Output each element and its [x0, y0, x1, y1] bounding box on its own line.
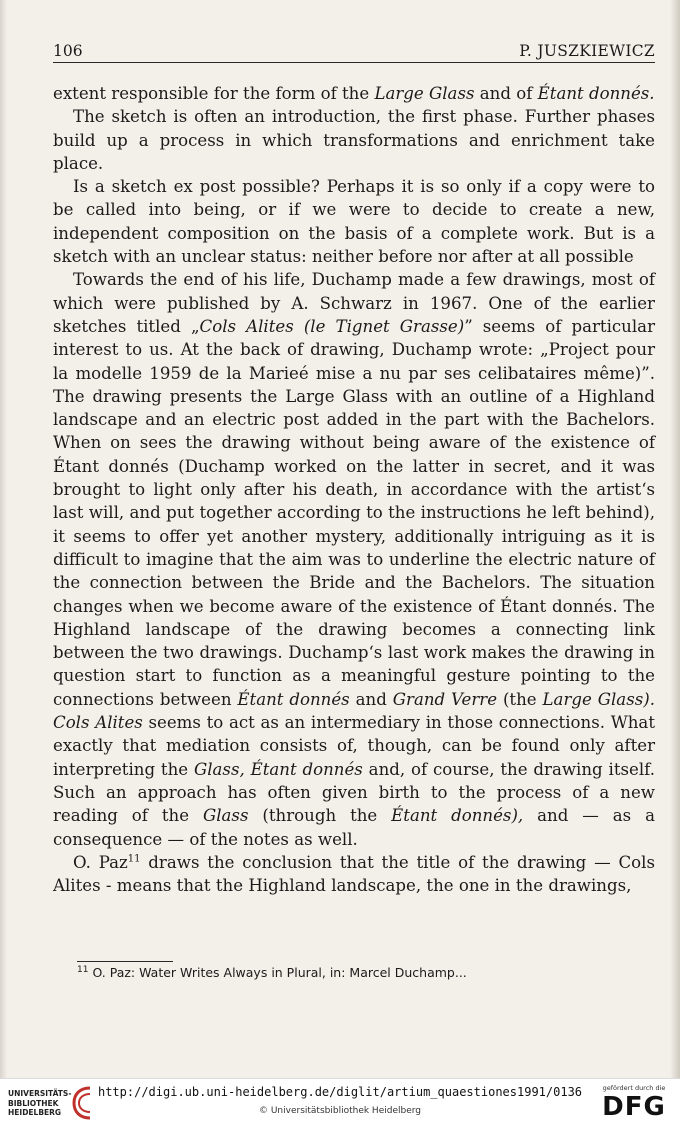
italic-text: Glass, Étant donnés: [193, 759, 363, 779]
library-line-1: UNIVERSITÄTS-: [8, 1089, 72, 1098]
italic-text: Étant donnés: [237, 689, 350, 709]
page-edge-right: [670, 0, 680, 1078]
running-header: [53, 40, 655, 63]
footnote: [77, 964, 657, 982]
text-run: draws the conclusion that the title of the drawing — Cols Alites - means that the Highland landscape, the one in the drawings,: [53, 852, 655, 896]
italic-text: Étant donnés.: [537, 84, 655, 103]
page-number: 106: [53, 42, 83, 60]
footnote-reference: 11: [127, 853, 141, 865]
footnote-mark: 11: [77, 964, 89, 975]
italic-text: Cols Alites (le Tignet Grasse): [199, 316, 465, 336]
text-run: and, of course, the drawing itself. Such an approach has often given birth to the process of a new reading of the: [53, 759, 655, 826]
text-run: seems to act as an intermediary in those connections. What exactly that mediation consists of, though, can be found only after interpreting the: [53, 713, 655, 779]
paragraph: [53, 175, 655, 268]
paragraph: [53, 82, 655, 105]
footnote-text: O. Paz: Water Writes Always in Plural, in: Marcel Duchamp...: [92, 965, 467, 980]
italic-text: Étant donnés),: [391, 806, 524, 826]
italic-text: Large Glass).: [542, 689, 655, 709]
paragraph: [53, 851, 655, 898]
page-edge-left: [0, 0, 7, 1078]
text-run: (the: [497, 689, 543, 709]
text-run: and — as a consequence — of the notes as well.: [53, 806, 655, 849]
paragraph: [53, 105, 655, 175]
funder-note: gefördert durch die: [602, 1084, 666, 1092]
permalink-url[interactable]: http://digi.ub.uni-heidelberg.de/diglit/artium_quaestiones1991/0136: [97, 1085, 583, 1099]
text-run: and: [349, 689, 393, 709]
text-run: extent responsible for the form of the: [53, 84, 375, 103]
text-run: Towards the end of his life, Duchamp made a few drawings, most of which were published by A. Schwarz in 1967. One of the earlier sketches titled „: [53, 270, 655, 336]
text-run: ” seems of particular interest to us. At the back of drawing, Duchamp wrote: „Project pour la modelle 1959 de la Marieé mise a nu par ses celibataires même)”. The drawing presents the Large Glass with an outline of a Highland landscape and an electric post added in the part with the Bachelors. When on sees the drawing without being aware of the existence of Étant donnés (Duchamp worked on the latter in secret, and it was brought to light only after his death, in accordance with the artist‘s last will, and put together according to the instructions he left behind), it seems to offer yet another mystery, additionally intriguing as it is difficult to imagine that the aim was to underline the electric nature of the connection between the Bride and the Bachelors. The situation changes when we become aware of the existence of Étant donnés. The Highland landscape of the drawing becomes a connecting link between the two drawings. Duchamp‘s last work makes the drawing in question start to function as a meaningful gesture pointing to the connections between: [53, 316, 656, 709]
text-run: Is a sketch ex post possible? Perhaps it is so only if a copy were to be called into being, or if we were to decide to create a new, independent composition on the basis of a complete work. But is a sketch with an unclear status: neither before nor after at all possible: [53, 177, 655, 267]
copyright-notice: © Universitätsbibliothek Heidelberg: [258, 1106, 421, 1116]
running-author: P. JUSZKIEWICZ: [519, 42, 655, 60]
italic-text: Large Glass: [374, 84, 475, 103]
italic-text: Glass: [202, 806, 249, 826]
library-line-3: HEIDELBERG: [8, 1108, 62, 1117]
text-run: The sketch is often an introduction, the first phase. Further phases build up a process in which transformations and enrichment take place.: [53, 107, 655, 173]
body-text: [53, 82, 655, 897]
footnote-rule: [77, 961, 173, 962]
italic-text: Grand Verre: [392, 689, 498, 709]
italic-text: Cols Alites: [53, 713, 143, 733]
paragraph: [53, 268, 655, 850]
dfg-logo[interactable]: DFG: [602, 1092, 666, 1122]
text-run: O. Paz: [73, 852, 128, 872]
library-line-2: BIBLIOTHEK: [8, 1098, 59, 1108]
text-run: (through the: [248, 806, 392, 826]
text-run: and of: [474, 84, 538, 103]
